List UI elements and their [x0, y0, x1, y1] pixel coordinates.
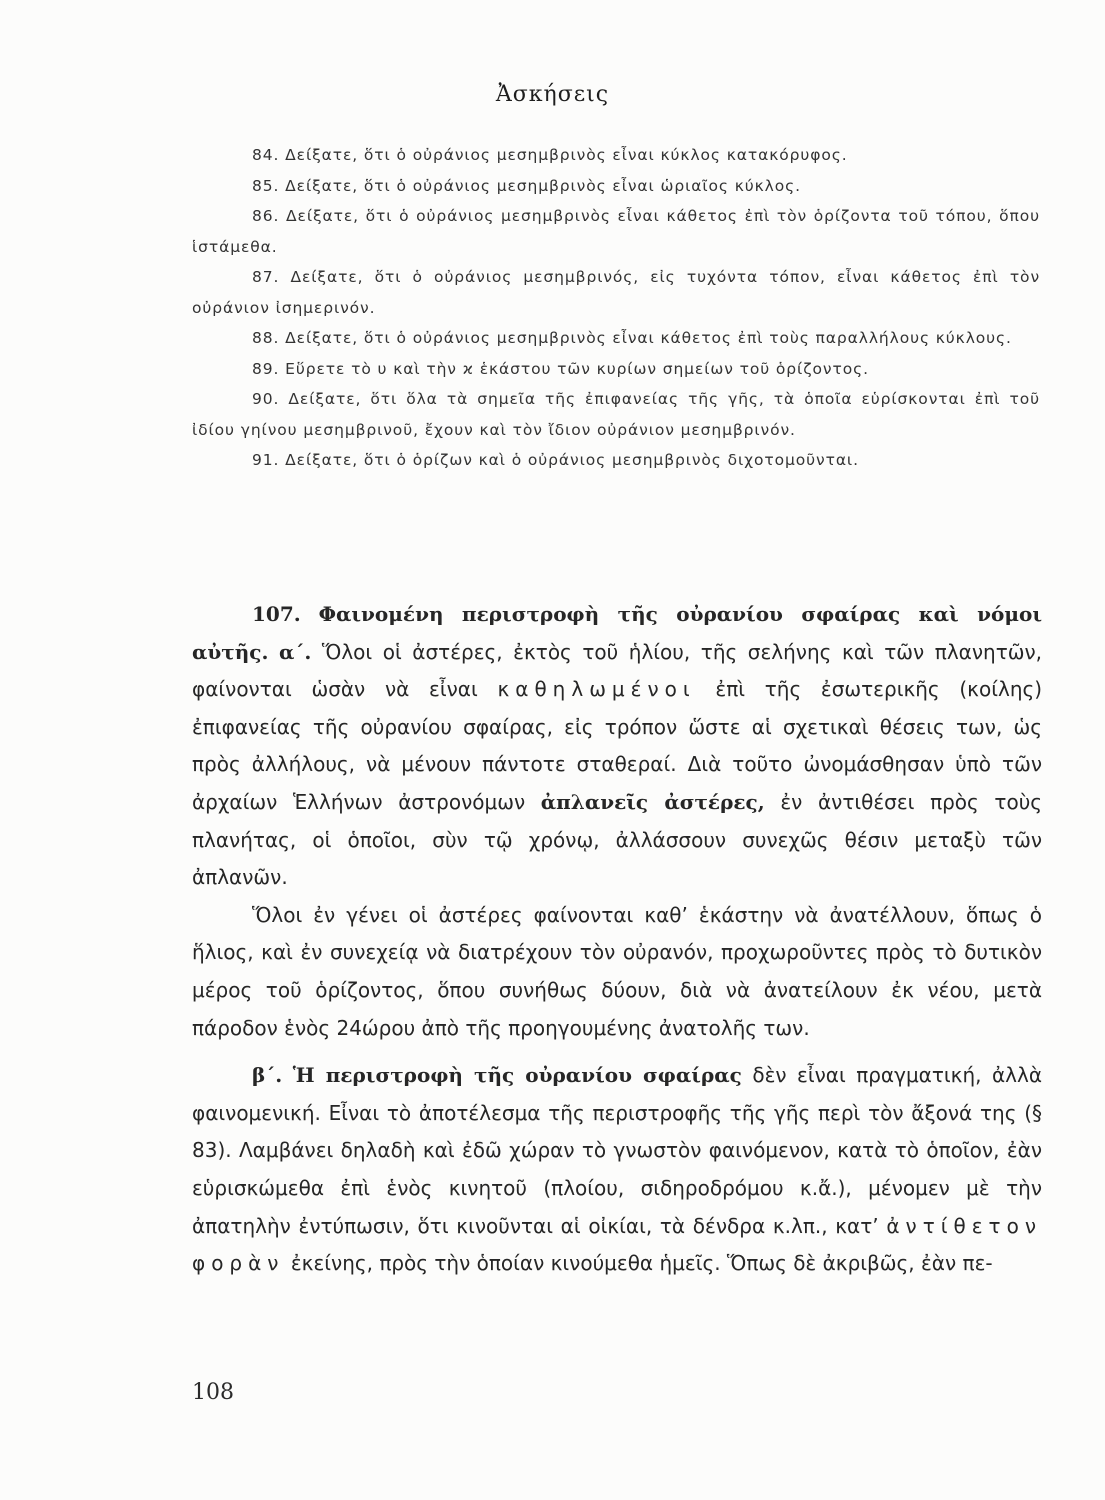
part-b-label: β΄. [252, 1063, 283, 1088]
para1-text-end: ἐν ἀντιθέσει πρὸς τοὺς πλανήτας, οἱ ὁποῖοι, σὺν τῷ χρόνῳ, ἀλλάσσουν συνεχῶς θέσιν μεταξὺ τῶν ἀπλανῶν. [192, 789, 1042, 890]
paragraph-107-b [192, 1057, 1042, 1283]
exercise-item: 89. Εὕρετε τὸ υ καὶ τὴν ϰ ἑκάστου τῶν κυρίων σημείων τοῦ ὁρίζοντος. [252, 359, 869, 378]
part-b-bold-title: Ἡ περιστροφὴ τῆς οὐρανίου σφαίρας [292, 1063, 742, 1088]
paragraph-107-a [192, 596, 1042, 897]
exercise-item: 86. Δείξατε, ὅτι ὁ οὐράνιος μεσημβρινὸς εἶναι κάθετος ἐπὶ τὸν ὁρίζοντα τοῦ τόπου, ὅπου ἱστάμεθα. [192, 207, 1040, 256]
section-107-body [192, 596, 1042, 1283]
section-title: Φαινομένη περιστροφὴ τῆς οὐρανίου σφαίρας καὶ νόμοι αὐτῆς. [192, 602, 1042, 664]
paragraph-107-a-2: Ὅλοι ἐν γένει οἱ ἀστέρες φαίνονται καθ’ ἑκάστην νὰ ἀνατέλλουν, ὅπως ὁ ἥλιος, καὶ ἐν συνεχείᾳ νὰ διατρέχουν τὸν οὐρανόν, προχωροῦντες πρὸς τὸ δυτικὸν μέρος τοῦ ὁρίζοντος, ὅπου συνήθως δύουν, διὰ νὰ ἀνατείλουν ἐκ νέου, μετὰ πάροδον ἑνὸς 24ώρου ἀπὸ τῆς προηγουμένης ἀνατολῆς των. [192, 902, 1042, 1040]
exercise-item: 84. Δείξατε, ὅτι ὁ οὐράνιος μεσημβρινὸς εἶναι κύκλος κατακόρυφος. [252, 146, 848, 164]
para1-text-start: Ὅλοι οἱ ἀστέρες, ἐκτὸς τοῦ ἡλίου, τῆς σελήνης καὶ τῶν πλανητῶν, φαίνονται ὡσὰν νὰ εἶναι [192, 639, 1043, 702]
exercise-item: 91. Δείξατε, ὅτι ὁ ὁρίζων καὶ ὁ οὐράνιος μεσημβρινὸς διχοτομοῦνται. [252, 451, 859, 469]
page-number: 108 [192, 1380, 234, 1405]
section-number: 107. [252, 602, 301, 626]
para3-text-start: δὲν εἶναι πραγματική, ἀλλὰ φαινομενική. Εἶναι τὸ ἀποτέλεσμα τῆς περιστροφῆς τῆς γῆς περὶ τὸν ἄξονά της (§ 83). Λαμβάνει δηλαδὴ καὶ ἐδῶ χώραν τὸ γνωστὸν φαινόμενον, κατὰ τὸ ὁποῖον, ἐὰν εὑρισκώμεθα ἐπὶ ἑνὸς κινητοῦ (πλοίου, σιδηροδρόμου κ.ἄ.), μένομεν μὲ τὴν ἀπατηλὴν ἐντύπωσιν, ὅτι κινοῦνται αἱ οἰκίαι, τὰ δένδρα κ.λπ., κατ’ [192, 1063, 1043, 1238]
exercise-item: 90. Δείξατε, ὅτι ὅλα τὰ σημεῖα τῆς ἐπιφανείας τῆς γῆς, τὰ ὁποῖα εὑρίσκονται ἐπὶ τοῦ ἰδίου γηίνου μεσημβρινοῦ, ἔχουν καὶ τὸν ἴδιον οὐράνιον μεσημβρινόν. [192, 390, 1040, 439]
exercise-item: 85. Δείξατε, ὅτι ὁ οὐράνιος μεσημβρινὸς εἶναι ὡριαῖος κύκλος. [252, 176, 801, 195]
para3-text-end: ἐκείνης, πρὸς τὴν ὁποίαν κινούμεθα ἡμεῖς. Ὅπως δὲ ἀκριβῶς, ἐὰν πε- [290, 1251, 993, 1276]
exercise-list [192, 140, 1040, 476]
exercise-item: 87. Δείξατε, ὅτι ὁ οὐράνιος μεσημβρινός, εἰς τυχόντα τόπον, εἶναι κάθετος ἐπὶ τὸν οὐράνιον ἰσημερινόν. [192, 268, 1040, 317]
part-a-label: α΄. [278, 639, 312, 664]
exercise-item: 88. Δείξατε, ὅτι ὁ οὐράνιος μεσημβρινὸς εἶναι κάθετος ἐπὶ τοὺς παραλλήλους κύκλους. [252, 329, 1012, 347]
para1-text-middle: ἐπὶ τῆς ἐσωτερικῆς (κοίλης) ἐπιφανείας τῆς οὐρανίου σφαίρας, εἰς τρόπον ὥστε αἱ σχετικαὶ θέσεις των, ὡς πρὸς ἀλλήλους, νὰ μένουν πάντοτε σταθεραί. Διὰ τοῦτο ὠνομάσθησαν ὑπὸ τῶν ἀρχαίων Ἑλλήνων ἀστρονόμων [192, 677, 1043, 814]
spaced-term-antitheton: ἀντίθετον φορὰν [192, 1213, 1043, 1276]
bold-term-aplaneis: ἀπλανεῖς ἀστέρες, [540, 789, 765, 814]
spaced-term-kathilomenoi: καθηλωμένοι [497, 677, 696, 702]
section-heading: Ἀσκήσεις [495, 82, 610, 107]
